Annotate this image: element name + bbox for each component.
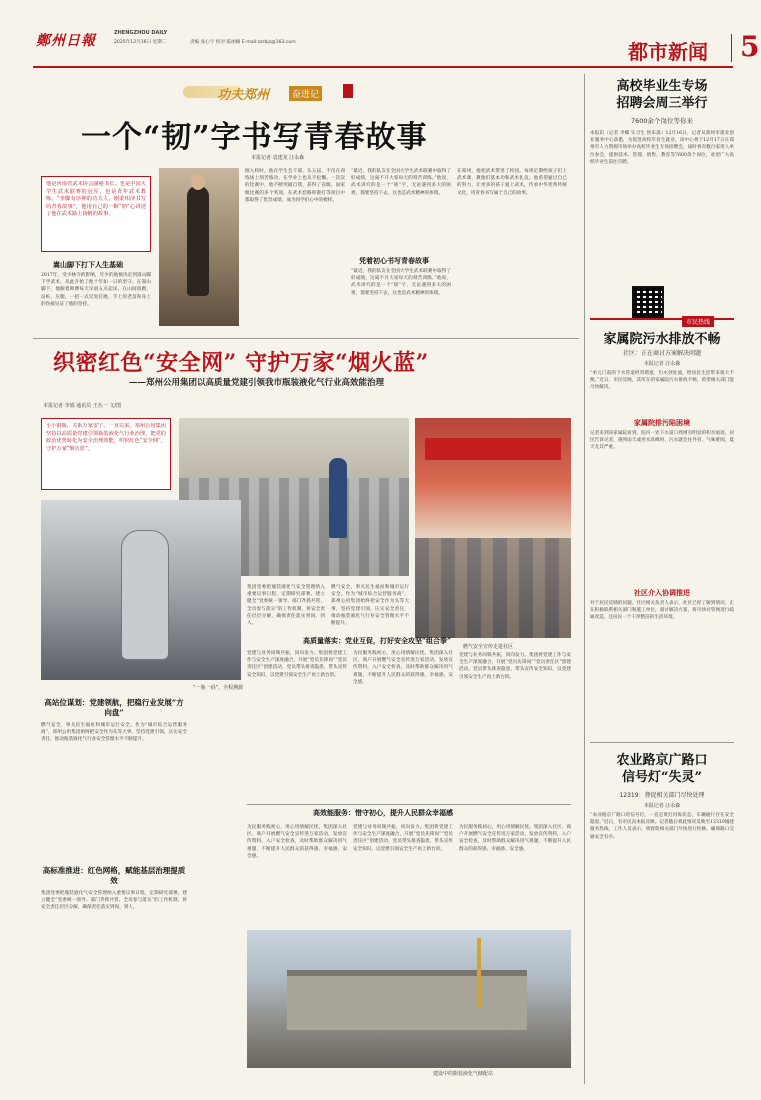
gas-photo-cylinder	[41, 500, 241, 680]
gas-col2: 集团党委把瓶装液化气安全管理纳入重要议事日程，定期研究部署，建立健全“党委统一领导、部门齐抓共管、全员参与落实”的工作机制，将安全责任层层分解，确保责任落实到岗、到人。	[41, 891, 187, 911]
kungfu-sub2: 凭着初心书写青春故事	[359, 256, 429, 265]
column-divider	[584, 74, 585, 1084]
hotline-byline: 本报记者 汪永森	[643, 361, 681, 367]
gas-col-b: 燃气安全，事关民生福祉和城市运行安全。作为“城市综合运营服务商”，郑州公用集团始终把安全作为头等大事，坚持党建引领，压实安全责任，推动瓶装液化气行业安全管理水平不断提升。	[331, 585, 409, 627]
gas-subhead: ——郑州公用集团以高质量党建引领我市瓶装液化气行业高效能治理	[129, 378, 385, 388]
newspaper-logo: 鄭州日報	[36, 33, 96, 49]
traffic-subhead: 12319：督促相关部门尽快处理	[619, 792, 705, 799]
editor-line: 责编 张心宇 校对 陈丽楠 E-mail:zzrbjz@163.com	[190, 40, 296, 45]
masthead	[0, 0, 761, 70]
banner-red-stripe	[425, 438, 561, 460]
gas-intro: 小小钢瓶，关系万家安宁。一直以来，郑州公用集团坚持以高质量党建引领瓶装液化气行业治理，把党的政治优势转化为安全治理效能，织密红色“安全网”，守护万家“烟火蓝”。	[46, 423, 166, 452]
kungfu-col3b: “最近，我的队友在全国大学生武术联赛中取得了好成绩，这离不开大家每天的刻苦训练。”他说，武术讲究的是一个“韧”字，无论遇到多大的困难，都要坚持下去，这也是武术精神的体现。	[351, 269, 451, 296]
cylinder-shape	[121, 530, 169, 660]
gas-col3c: 党建与业务同频共振，同向发力。集团将党建工作与安全生产深度融合，开展“党员先锋岗”“党员责任区”创建活动，党员带头排查隐患、带头宣传安全知识，以党建引领安全生产再上新台阶。	[459, 653, 571, 680]
kungfu-byline: 本报记者 袁建龙 汪永森	[251, 155, 305, 161]
gas-sub1: 高站位谋划：党建领航，把稳行业发展“方向盘”	[44, 698, 184, 717]
gas-sub4: 高效能服务：惜守初心，提升人民群众幸福感	[313, 808, 453, 817]
story-hotline	[590, 318, 734, 738]
kungfu-intro-box	[41, 176, 151, 252]
traffic-headline: 农业路京广路口 信号灯“失灵”	[616, 753, 708, 785]
gas-sub2: 高标准推进：红色网格，赋能基层治理提质效	[42, 866, 186, 885]
hotline-body2: 记者来到该家属院看到，院内一处下水道口周围有明显的积水痕迹。居民告诉记者，遇到雨天或用水高峰时，污水就会往外冒，气味难闻，夏天尤其严重。	[590, 431, 734, 451]
gas-col1: 燃气安全，事关民生福祉和城市运行安全。作为“城市综合运营服务商”，郑州公用集团始终把安全作为头等大事，坚持党建引领，压实安全责任，推动瓶装液化气行业安全管理水平不断提升。	[41, 723, 187, 743]
job-headline: 高校毕业生专场 招聘会周三举行	[616, 79, 708, 111]
hotline-sub2: 社区介入协调推进	[634, 588, 690, 597]
gas-photo-cylinder-caption: “一瓶一码”，全程溯源	[193, 685, 244, 691]
gas-mid-divider	[247, 804, 571, 805]
kungfu-intro: 他是河南省武术协会副秘书长，也是中国大学生武术联赛的冠军，也是青年武术教练。“拳脚有序伸的功夫人，刚柔相济书写的青春故事”，他用自己的一颗“韧”心讲述了他在武术路上扬帆的故事。	[46, 181, 146, 218]
gas-sub3: 高质量落实：党业互促，打好安全攻坚“组合拳”	[303, 636, 452, 645]
newspaper-logo-en: ZHENGZHOU DAILY	[114, 30, 168, 36]
masthead-rule	[33, 66, 733, 68]
story-kungfu	[33, 72, 579, 337]
hotline-tag: 市民热线	[682, 316, 714, 327]
gas-col3: 党建与业务同频共振，同向发力。集团将党建工作与安全生产深度融合，开展“党员先锋岗”“党员责任区”创建活动，党员带头排查隐患、带头宣传安全知识，以党建引领安全生产再上新台阶。	[247, 651, 347, 678]
gas-col4b: 党建与业务同频共振，同向发力。集团将党建工作与安全生产深度融合，开展“党员先锋岗”“党员责任区”创建活动，党员带头排查隐患、带头宣传安全知识，以党建引领安全生产再上新台阶。	[353, 825, 453, 852]
hotline-body3: 对于居民反映的问题，社区相关负责人表示，社区已经了解到情况，正在积极联系相关部门和施工单位，商讨解决方案，将尽快对管网进行疏通改造，还居民一个干净整洁的生活环境。	[590, 601, 734, 621]
gas-intro-box	[41, 418, 171, 490]
station-building	[287, 970, 527, 1030]
worker-figure	[329, 458, 347, 538]
kungfu-col4: 在郑州，他把武术带进了校园，每周定期给孩子们上武术课，教他们基本功和武术礼仪。他希望通过自己的努力，让更多的孩子爱上武术，传承中华优秀传统文化，用青春书写属于自己的故事。	[457, 169, 567, 196]
gas-col4c: 为民服务践初心，用心用情解民忧。集团深入社区、商户开展燃气安全宣传进万家活动，发放宣传资料，入户安全检查，及时帮助群众解决用气难题，不断提升人民群众的获得感、幸福感、安全感。	[459, 825, 571, 852]
gas-photo-community-caption: 燃气安全宣传走进社区	[463, 644, 514, 650]
story-job-fair	[590, 74, 734, 294]
date-line: 2025年12月16日 星期二	[114, 40, 167, 45]
story-traffic-light	[590, 748, 734, 1088]
page-number: 5	[740, 30, 760, 63]
qr-code[interactable]	[632, 286, 664, 318]
gas-photo-station	[247, 930, 571, 1068]
gas-byline: 本报记者 李娟 通讯员 王丛一 文/图	[43, 403, 122, 409]
traffic-byline: 本报记者 汪永森	[643, 803, 681, 809]
traffic-body: “农业路京广路口的信号灯，一直是黄灯闪烁状态，车辆通行存在安全隐患。”近日，有市民向本报反映。记者随后将此情况反映至12319城建服务热线，工作人员表示，将督促相关部门尽快进行检修，确保路口交通安全有序。	[590, 813, 734, 840]
kungfu-banner	[183, 80, 433, 104]
hotline-headline: 家属院污水排放不畅	[603, 332, 721, 347]
divider-story1	[33, 338, 579, 339]
crowd-figures	[415, 538, 571, 638]
kungfu-headline: 一个“韧”字书写青春故事	[81, 120, 428, 155]
kungfu-col3: “最近，我的队友在全国大学生武术联赛中取得了好成绩，这离不开大家每天的刻苦训练。”他说，武术讲究的是一个“韧”字，无论遇到多大的困难，都要坚持下去，这也是武术精神的体现。	[351, 169, 451, 196]
job-subhead: 7600余个岗位等你来	[630, 117, 694, 125]
kungfu-col1: 2017年，受少林寺的影响，年少的他便决定到嵩山脚下学武术，从此开始了他十年如一日的坚守。在嵩山脚下，他跟着师傅每天早晨五点起床，在山间晨跑、站桩、压腿，一招一式反复打磨，手上的老茧和身上的伤痕见证了他的坚持。	[41, 273, 151, 307]
kungfu-col2: 刚入校时，他在学生会干部，头五届，不仅在训练场上刻苦练功，在学业上也从不松懈。一次次的比赛中，他不断突破自我，获得了省级、国家级比赛的多个奖项，在武术套路和散打等项目中都取得了优异成绩，成为同学们心中的榜样。	[245, 169, 345, 203]
gas-headline: 织密红色“安全网” 守护万家“烟火蓝”	[53, 350, 429, 376]
banner-title: 功夫郑州	[217, 88, 270, 103]
banner-tag: 奋进记	[289, 86, 322, 101]
hotline-subhead: 社区：正在商讨方案解决问题	[622, 350, 701, 357]
gas-photo-community	[415, 418, 571, 638]
section-divider	[731, 34, 732, 62]
section-title: 都市新闻	[628, 40, 708, 64]
martial-artist-figure	[187, 186, 209, 296]
kungfu-photo	[159, 168, 239, 326]
kungfu-sub1: 嵩山脚下打下人生基础	[53, 260, 123, 269]
hotline-sub1: 家属院排污陷困境	[634, 418, 690, 427]
gas-photo-station-caption: 建设中的瓶装液化气储配站	[433, 1071, 494, 1077]
gas-col-a: 集团党委把瓶装液化气安全管理纳入重要议事日程，定期研究部署，建立健全“党委统一领导、部门齐抓共管、全员参与落实”的工作机制，将安全责任层层分解，确保责任落实到岗、到人。	[247, 585, 325, 627]
banner-seal-icon	[343, 84, 353, 98]
story-gas-safety	[33, 340, 579, 1080]
gas-col3b: 为民服务践初心，用心用情解民忧。集团深入社区、商户开展燃气安全宣传进万家活动，发放宣传资料，入户安全检查，及时帮助群众解决用气难题，不断提升人民群众的获得感、幸福感、安全感。	[353, 651, 453, 685]
job-body: 本报讯（记者 李娜 实习生 侯乐淼）12月16日，记者从郑州市就业创业服务中心获悉，为促进高校毕业生就业，该中心将于12月17日在郑州市人力资源市场举办高校毕业生专场招聘会，届时将有数百家用人单位参会，提供技术、管理、销售、教育等7600余个岗位，欢迎广大高校毕业生前往应聘。	[590, 131, 734, 165]
divider-story4	[590, 742, 734, 743]
station-crane	[477, 938, 481, 1008]
hotline-body: “单元门前的下水管道经常堵塞，污水到处流，给居民生活带来很大不便。”近日，市民反映，其所在的家属院污水排放不畅，希望相关部门能尽快解决。	[590, 371, 734, 391]
martial-artist-head	[191, 174, 205, 190]
gas-col4: 为民服务践初心，用心用情解民忧。集团深入社区、商户开展燃气安全宣传进万家活动，发放宣传资料，入户安全检查，及时帮助群众解决用气难题，不断提升人民群众的获得感、幸福感、安全感。	[247, 825, 347, 859]
